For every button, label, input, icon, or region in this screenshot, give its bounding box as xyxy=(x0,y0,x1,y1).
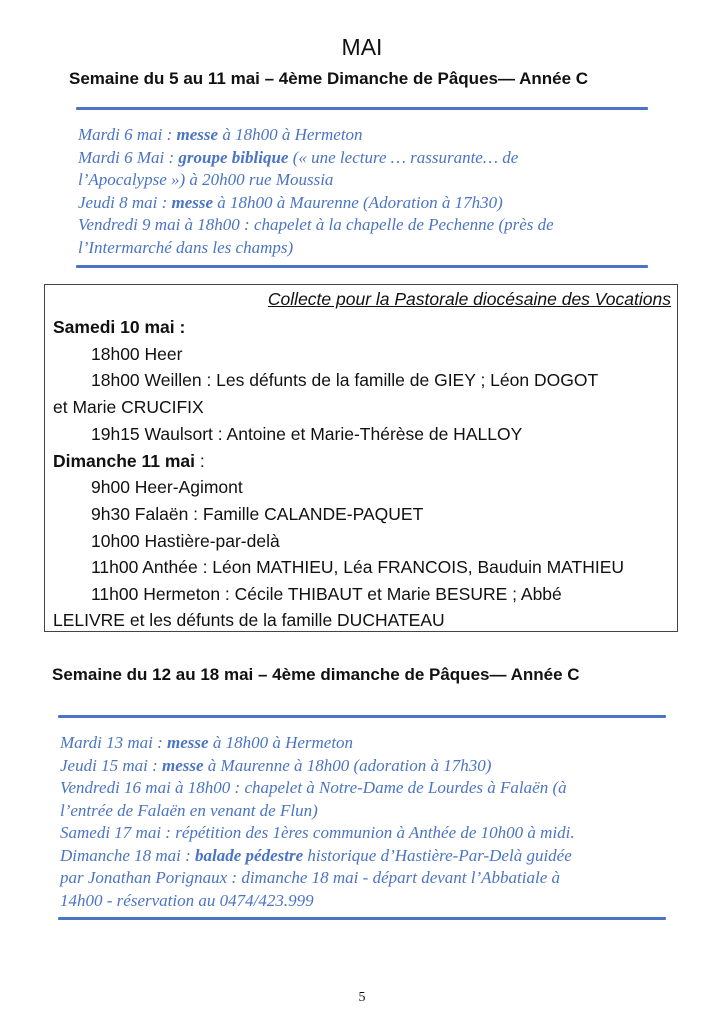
week2-line: Mardi 13 mai : messe à 18h00 à Hermeton xyxy=(60,733,354,752)
dimanche-heading: Dimanche 11 mai : xyxy=(53,451,205,471)
week2-heading: Semaine du 12 au 18 mai – 4ème dimanche de Pâques— Année C xyxy=(52,665,580,684)
collecte-note: Collecte pour la Pastorale diocésaine des Vocations xyxy=(267,289,671,309)
week1-schedule xyxy=(78,124,554,259)
page-title: MAI xyxy=(341,34,383,60)
mass-entry: 18h00 Heer xyxy=(91,344,183,364)
week1-top-rule xyxy=(76,107,648,110)
week1-line: l’Intermarché dans les champs) xyxy=(78,237,294,257)
week2-line: Dimanche 18 mai : balade pédestre historique d’Hastière-Par-Delà guidée xyxy=(60,845,572,865)
week1-line: Mardi 6 Mai : groupe biblique (« une lecture … rassurante… de xyxy=(78,147,519,167)
week1-line: Jeudi 8 mai : messe à 18h00 à Maurenne (Adoration à 17h30) xyxy=(78,192,503,212)
mass-entry: LELIVRE et les défunts de la famille DUCHATEAU xyxy=(53,610,445,630)
week2-line: Jeudi 15 mai : messe à Maurenne à 18h00 (adoration à 17h30) xyxy=(60,755,492,775)
mass-entry: et Marie CRUCIFIX xyxy=(53,397,204,417)
week1-bottom-rule xyxy=(76,265,648,268)
week2-top-rule xyxy=(58,715,666,718)
mass-entry: 10h00 Hastière-par-delà xyxy=(91,531,280,551)
mass-entry: 9h30 Falaën : Famille CALANDE-PAQUET xyxy=(91,504,424,524)
page-number: 5 xyxy=(358,990,366,1005)
week2-bottom-rule xyxy=(58,917,666,920)
mass-entry: 18h00 Weillen : Les défunts de la famille de GIEY ; Léon DOGOT xyxy=(91,370,599,390)
week1-heading: Semaine du 5 au 11 mai – 4ème Dimanche de Pâques— Année C xyxy=(69,69,589,88)
mass-intentions-box xyxy=(44,284,678,632)
mass-entry: 11h00 Anthée : Léon MATHIEU, Léa FRANCOIS, Bauduin MATHIEU xyxy=(91,557,625,577)
week2-line: Samedi 17 mai : répétition des 1ères communion à Anthée de 10h00 à midi. xyxy=(60,823,575,842)
week1-line: Mardi 6 mai : messe à 18h00 à Hermeton xyxy=(78,125,363,144)
samedi-heading: Samedi 10 mai : xyxy=(53,317,186,337)
week2-line: l’entrée de Falaën en venant de Flun) xyxy=(60,800,318,820)
week2-schedule xyxy=(60,732,575,912)
mass-entry: 19h15 Waulsort : Antoine et Marie-Thérèse de HALLOY xyxy=(91,424,523,444)
week2-line: par Jonathan Porignaux : dimanche 18 mai - départ devant l’Abbatiale à xyxy=(60,868,560,887)
mass-entry: 9h00 Heer-Agimont xyxy=(91,477,243,497)
week2-line: Vendredi 16 mai à 18h00 : chapelet à Notre-Dame de Lourdes à Falaën (à xyxy=(60,778,567,797)
week2-line: 14h00 - réservation au 0474/423.999 xyxy=(60,890,314,910)
mass-entry: 11h00 Hermeton : Cécile THIBAUT et Marie BESURE ; Abbé xyxy=(91,584,562,604)
week1-line: l’Apocalypse ») à 20h00 rue Moussia xyxy=(78,170,334,189)
week1-line: Vendredi 9 mai à 18h00 : chapelet à la chapelle de Pechenne (près de xyxy=(78,215,554,234)
